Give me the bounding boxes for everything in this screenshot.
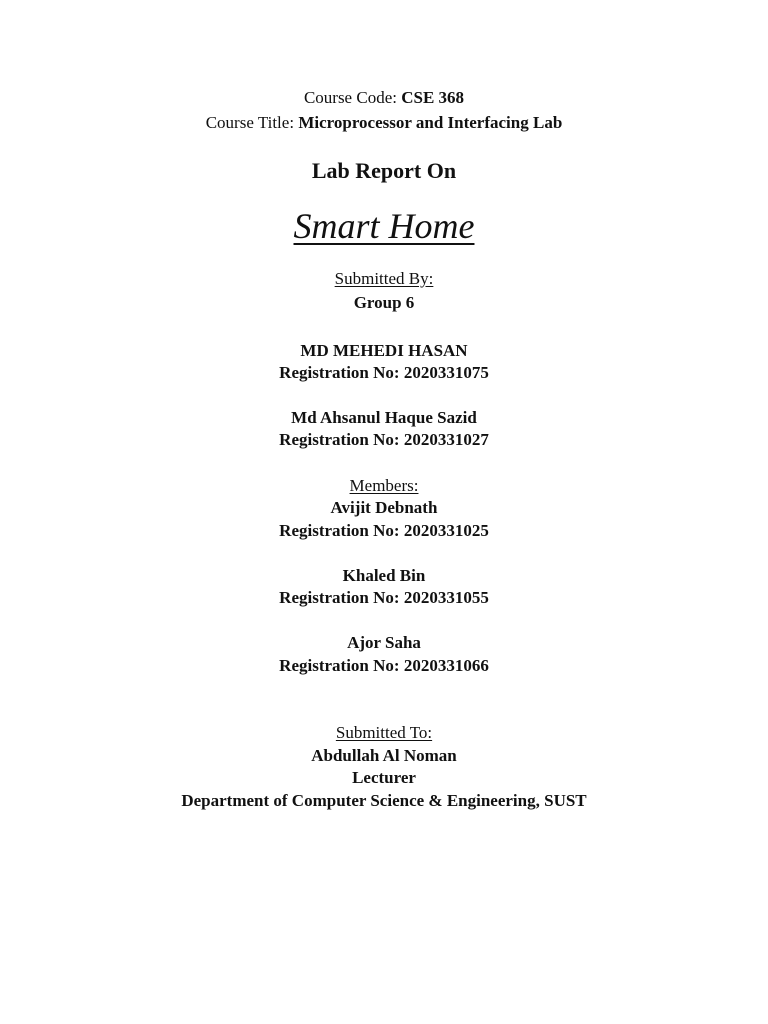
member-registration: Registration No: 2020331055 [279,588,489,607]
department-name: Department of Computer Science & Engineering, SUST [181,791,587,810]
course-title-label: Course Title: [205,113,295,132]
course-code-line [0,87,768,109]
supervisor-position: Lecturer [352,768,416,787]
leader-registration: Registration No: 2020331027 [279,430,489,449]
member-registration: Registration No: 2020331025 [279,521,489,540]
group-name: Group 6 [353,293,415,312]
leader-registration: Registration No: 2020331075 [279,363,489,382]
supervisor-name: Abdullah Al Noman [311,746,457,765]
report-title: Smart Home [293,206,475,246]
leader-name: Md Ahsanul Haque Sazid [291,408,477,427]
members-label: Members: [349,476,419,495]
member-name: Avijit Debnath [330,498,438,517]
course-code-value: CSE 368 [401,88,465,107]
submitted-by-label: Submitted By: [334,269,434,288]
submitted-to-label: Submitted To: [335,723,433,742]
member-name: Khaled Bin [342,566,426,585]
leader-name: MD MEHEDI HASAN [300,341,468,360]
member-registration: Registration No: 2020331066 [279,656,489,675]
member-name: Ajor Saha [347,633,421,652]
report-heading: Lab Report On [311,158,457,183]
course-title-value: Microprocessor and Interfacing Lab [298,113,563,132]
course-code-label: Course Code: [303,88,397,107]
course-title-line [0,112,768,134]
